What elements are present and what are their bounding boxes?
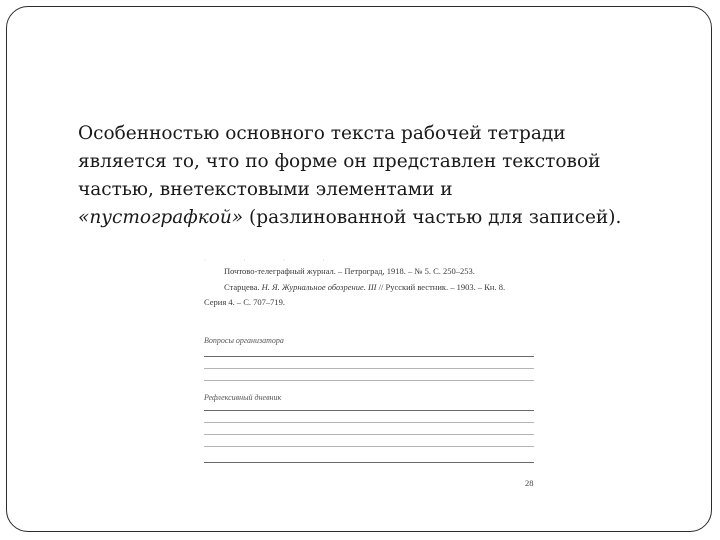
writing-rule (204, 380, 534, 381)
writing-rule (204, 462, 534, 463)
writing-rule (204, 356, 534, 357)
emphasized-term: «пустографкой» (78, 207, 244, 228)
writing-rule (204, 446, 534, 447)
slide-body-text (78, 120, 698, 232)
reference-author: Старцева. (224, 282, 262, 292)
writing-rule (204, 368, 534, 369)
body-line-4-rest: (разлинованной частью для записей). (243, 207, 622, 228)
section-label-diary: Рефлексивный дневник (204, 393, 282, 402)
writing-rule (204, 422, 534, 423)
section-label-questions: Вопросы организатора (204, 336, 284, 345)
page-number: 28 (525, 478, 534, 488)
writing-rule (204, 410, 534, 411)
writing-rule (204, 434, 534, 435)
body-line-2: является то, что по форме он представлен текстовой (78, 151, 601, 172)
reference-line-1: Почтово-телеграфный журнал. – Петроград, 1918. – № 5. С. 250–253. (224, 266, 475, 276)
workbook-page-image (196, 256, 544, 496)
reference-title: Н. Я. Журнальное обозрение. III (261, 282, 377, 292)
reference-source: // Русский вестник. – 1903. – Кн. 8. (376, 282, 506, 292)
reference-line-2 (224, 282, 505, 292)
reference-line-3: Серия 4. – С. 707–719. (204, 297, 286, 307)
body-line-3: частью, внетекстовыми элементами и (78, 179, 453, 200)
scan-artifact-dots: · · · · (204, 258, 343, 264)
body-line-1: Особенностью основного текста рабочей тетради (78, 123, 566, 144)
body-line-4 (78, 204, 698, 232)
